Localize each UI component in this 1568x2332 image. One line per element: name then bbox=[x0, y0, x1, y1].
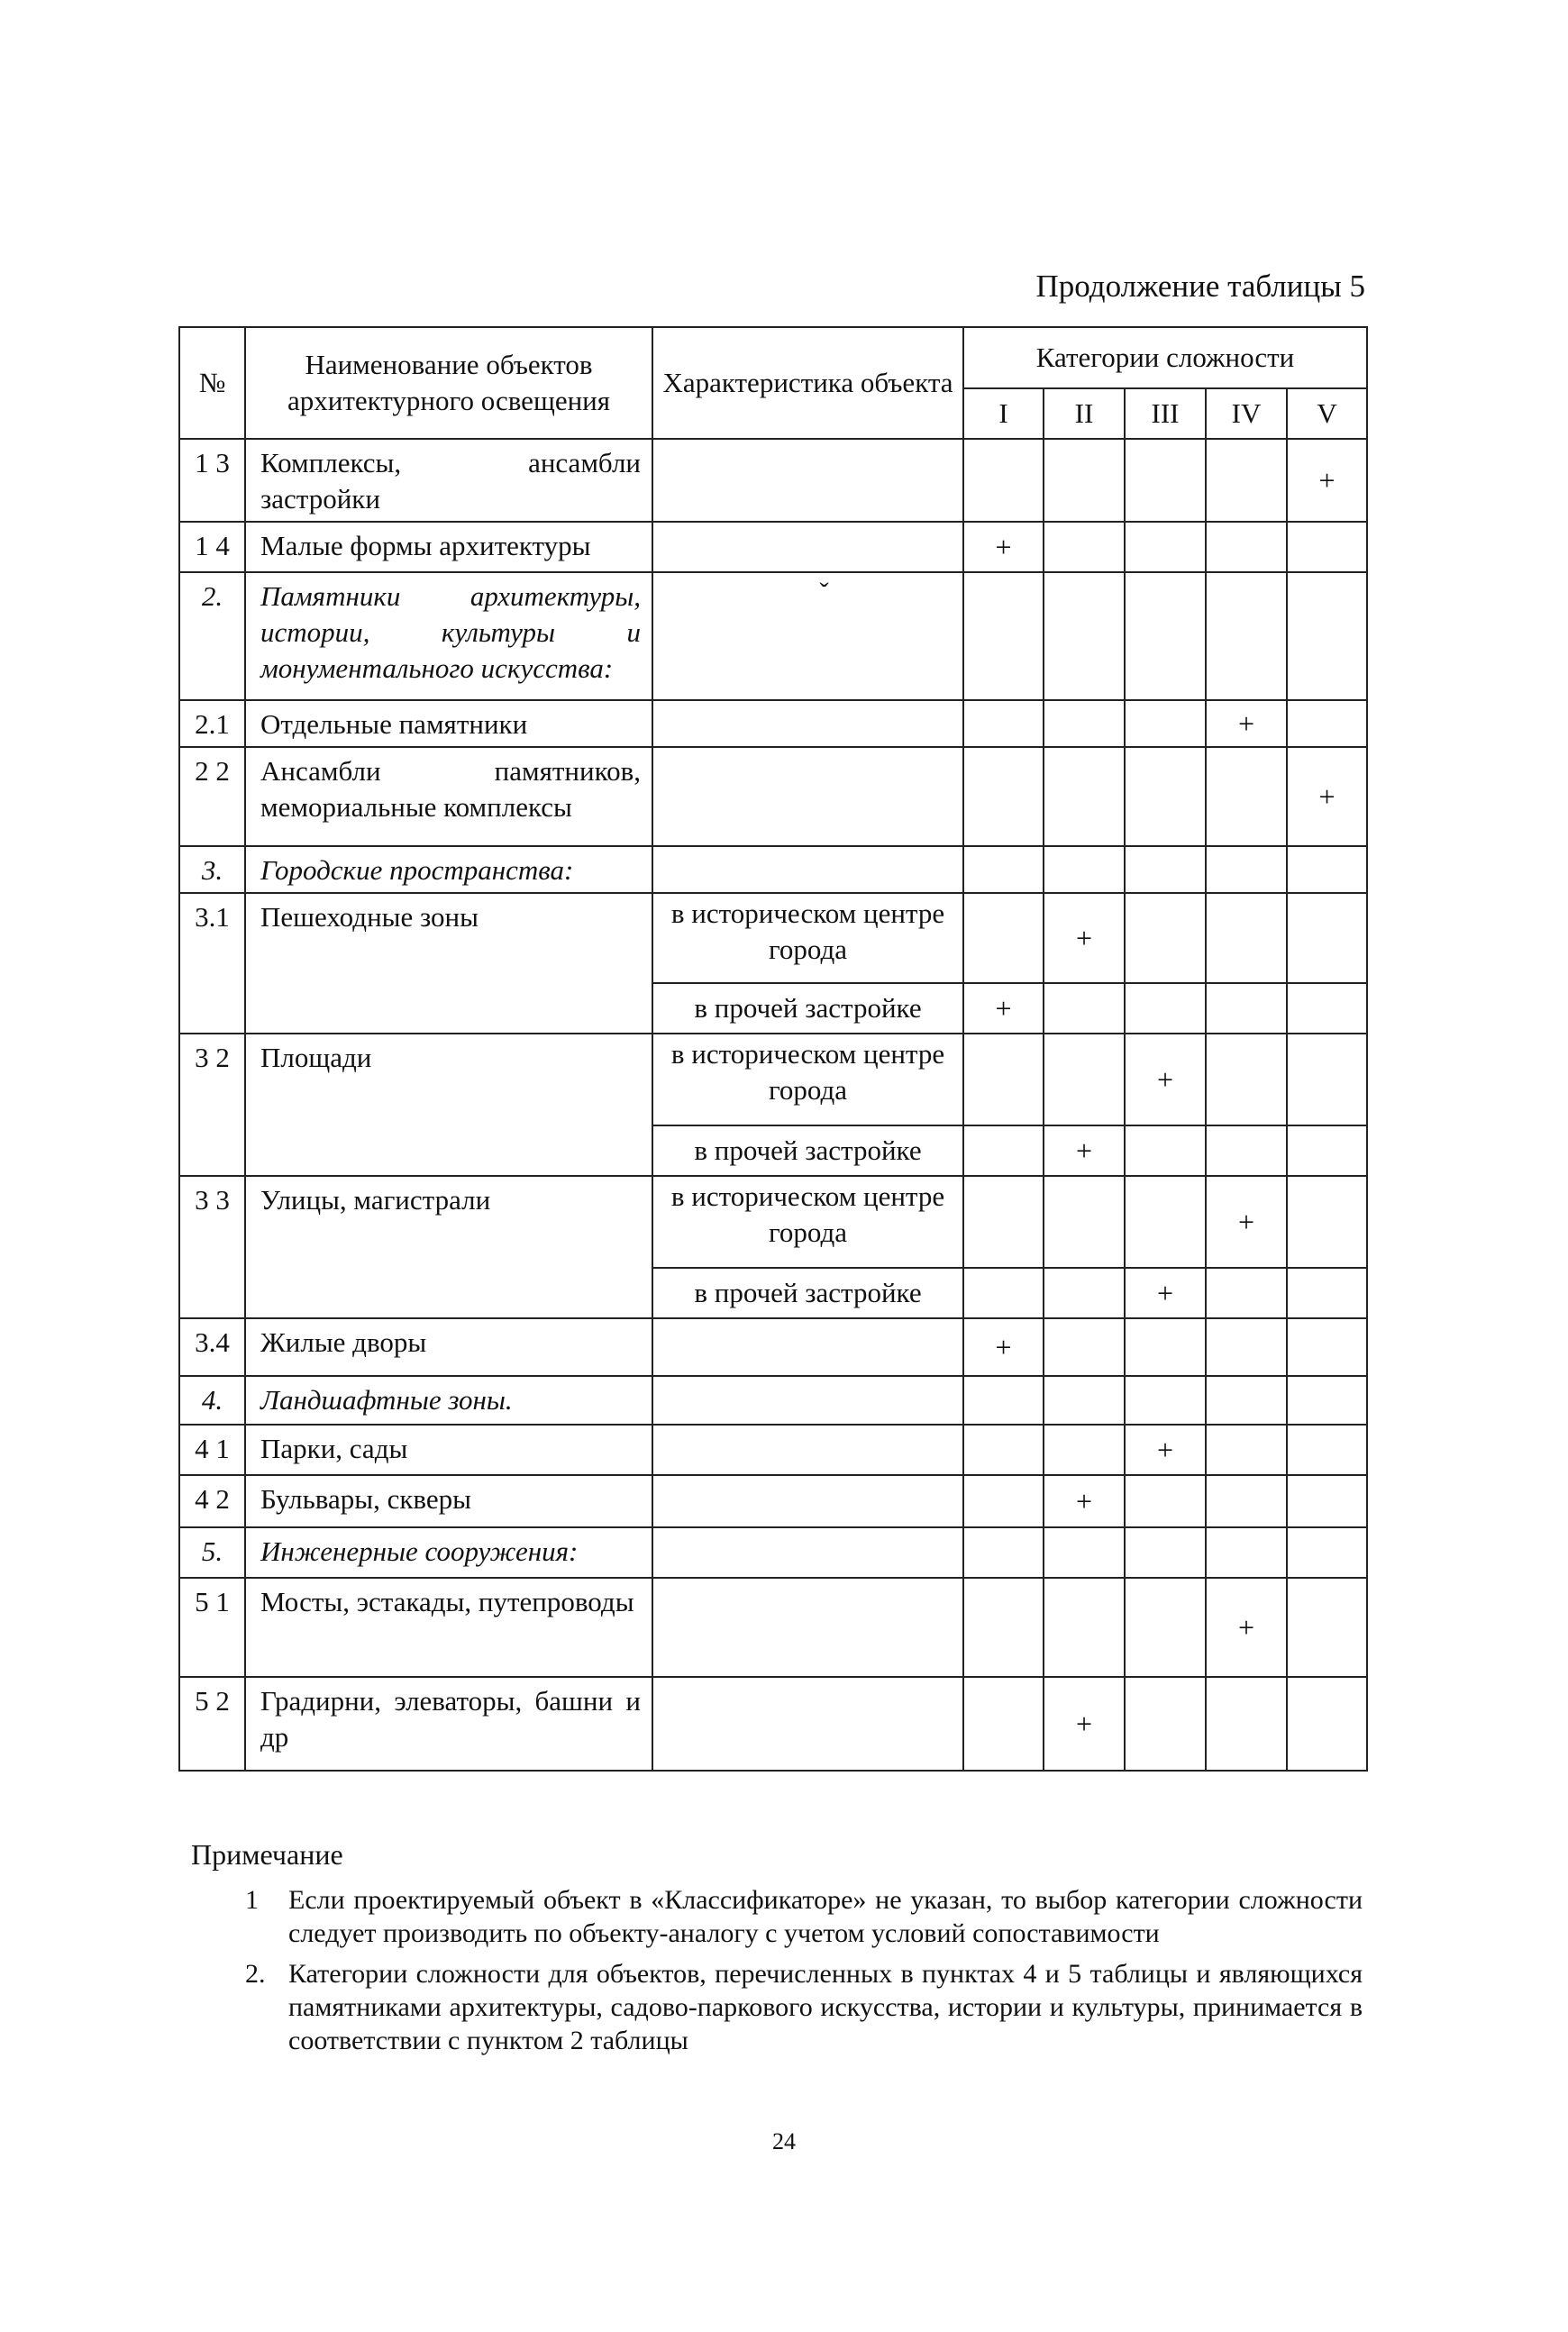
row-characteristic: в прочей застройке bbox=[652, 1268, 963, 1318]
row-name: Ландшафтные зоны. bbox=[245, 1376, 652, 1425]
note-number: 1 bbox=[245, 1885, 259, 1915]
table-row bbox=[179, 1176, 1367, 1268]
row-characteristic: в прочей застройке bbox=[652, 1125, 963, 1176]
note-text: Если проектируемый объект в «Классификаторе» не указан, то выбор категории сложности следует производить по объекту-аналогу с учетом условий сопоставимости bbox=[288, 1885, 1363, 1948]
category-mark: + bbox=[1044, 1475, 1125, 1527]
table-row bbox=[179, 1578, 1367, 1677]
note-text: Категории сложности для объектов, перечисленных в пунктах 4 и 5 таблицы и являющихся памятниками архитектуры, садово-паркового искусства, истории и культуры, принимается в соответствии с пунктом 2 таблицы bbox=[288, 1959, 1363, 2055]
row-num: 5 1 bbox=[179, 1578, 245, 1677]
table-caption: Продолжение таблицы 5 bbox=[1035, 269, 1365, 304]
category-mark: + bbox=[1125, 1034, 1206, 1125]
row-characteristic bbox=[652, 700, 963, 747]
row-num: 3. bbox=[179, 846, 245, 893]
row-name: Инженерные сооружения: bbox=[245, 1527, 652, 1578]
header-cat-2: II bbox=[1044, 388, 1125, 439]
row-name: Комплексы, ансамбли застройки bbox=[245, 439, 652, 522]
row-num: 1 3 bbox=[179, 439, 245, 522]
row-name: Памятники архитектуры, истории, культуры и монументального искусства: bbox=[245, 572, 652, 700]
category-mark: + bbox=[1287, 439, 1367, 522]
row-characteristic bbox=[652, 846, 963, 893]
row-name: Городские пространства: bbox=[245, 846, 652, 893]
row-name: Отдельные памятники bbox=[245, 700, 652, 747]
header-num: № bbox=[179, 327, 245, 439]
row-characteristic bbox=[652, 1677, 963, 1771]
row-characteristic: ˇ bbox=[652, 572, 963, 700]
note-item bbox=[245, 1883, 1363, 1950]
row-num: 3 3 bbox=[179, 1176, 245, 1318]
table-row bbox=[179, 1425, 1367, 1475]
row-characteristic bbox=[652, 1527, 963, 1578]
row-num: 4. bbox=[179, 1376, 245, 1425]
row-characteristic: в историческом центре города bbox=[652, 1176, 963, 1268]
row-name: Мосты, эстакады, путепроводы bbox=[245, 1578, 652, 1677]
row-characteristic bbox=[652, 1376, 963, 1425]
header-cat-3: III bbox=[1125, 388, 1206, 439]
row-num: 3.1 bbox=[179, 893, 245, 1034]
category-mark: + bbox=[1206, 1578, 1287, 1677]
row-num: 4 1 bbox=[179, 1425, 245, 1475]
row-num: 2. bbox=[179, 572, 245, 700]
header-characteristic: Характеристика объекта bbox=[652, 327, 963, 439]
row-characteristic bbox=[652, 747, 963, 846]
table-row bbox=[179, 893, 1367, 983]
table-row bbox=[179, 522, 1367, 572]
row-name: Улицы, магистрали bbox=[245, 1176, 652, 1318]
row-characteristic bbox=[652, 439, 963, 522]
category-mark: + bbox=[1044, 1125, 1125, 1176]
row-name: Парки, сады bbox=[245, 1425, 652, 1475]
row-characteristic bbox=[652, 1475, 963, 1527]
category-mark: + bbox=[963, 1318, 1044, 1376]
table-row bbox=[179, 439, 1367, 522]
table-row bbox=[179, 700, 1367, 747]
row-characteristic bbox=[652, 1425, 963, 1475]
row-name: Градирни, элеваторы, башни и др bbox=[245, 1677, 652, 1771]
table-row bbox=[179, 572, 1367, 700]
header-name: Наименование объектов архитектурного освещения bbox=[245, 327, 652, 439]
page-number: 24 bbox=[772, 2128, 796, 2154]
row-num: 4 2 bbox=[179, 1475, 245, 1527]
category-mark: + bbox=[963, 983, 1044, 1034]
complexity-table bbox=[178, 326, 1368, 1772]
table-row bbox=[179, 1318, 1367, 1376]
row-name: Площади bbox=[245, 1034, 652, 1176]
row-characteristic: в историческом центре города bbox=[652, 893, 963, 983]
row-characteristic bbox=[652, 1318, 963, 1376]
table-row bbox=[179, 1475, 1367, 1527]
row-num: 5 2 bbox=[179, 1677, 245, 1771]
row-name: Пешеходные зоны bbox=[245, 893, 652, 1034]
header-cat-4: IV bbox=[1206, 388, 1287, 439]
header-cat-1: I bbox=[963, 388, 1044, 439]
row-num: 3.4 bbox=[179, 1318, 245, 1376]
category-mark: + bbox=[1044, 1677, 1125, 1771]
category-mark: + bbox=[1287, 747, 1367, 846]
notes-list bbox=[245, 1883, 1363, 2064]
table-row bbox=[179, 1376, 1367, 1425]
note-title: Примечание bbox=[191, 1838, 343, 1871]
row-characteristic bbox=[652, 522, 963, 572]
category-mark: + bbox=[1206, 1176, 1287, 1268]
row-num: 2.1 bbox=[179, 700, 245, 747]
table-row bbox=[179, 1034, 1367, 1125]
row-num: 2 2 bbox=[179, 747, 245, 846]
row-num: 5. bbox=[179, 1527, 245, 1578]
row-num: 1 4 bbox=[179, 522, 245, 572]
header-categories: Категории сложности bbox=[963, 327, 1367, 388]
note-item bbox=[245, 1957, 1363, 2057]
category-mark: + bbox=[1125, 1268, 1206, 1318]
row-characteristic bbox=[652, 1578, 963, 1677]
row-name: Жилые дворы bbox=[245, 1318, 652, 1376]
header-cat-5: V bbox=[1287, 388, 1367, 439]
row-name: Бульвары, скверы bbox=[245, 1475, 652, 1527]
category-mark: + bbox=[1044, 893, 1125, 983]
row-name: Ансамбли памятников, мемориальные комплексы bbox=[245, 747, 652, 846]
row-characteristic: в историческом центре города bbox=[652, 1034, 963, 1125]
category-mark: + bbox=[1125, 1425, 1206, 1475]
table-row bbox=[179, 1677, 1367, 1771]
row-num: 3 2 bbox=[179, 1034, 245, 1176]
table-row bbox=[179, 1527, 1367, 1578]
row-characteristic: в прочей застройке bbox=[652, 983, 963, 1034]
category-mark: + bbox=[1206, 700, 1287, 747]
table-row bbox=[179, 846, 1367, 893]
row-name: Малые формы архитектуры bbox=[245, 522, 652, 572]
table-row bbox=[179, 747, 1367, 846]
note-number: 2. bbox=[245, 1959, 266, 1989]
category-mark: + bbox=[963, 522, 1044, 572]
